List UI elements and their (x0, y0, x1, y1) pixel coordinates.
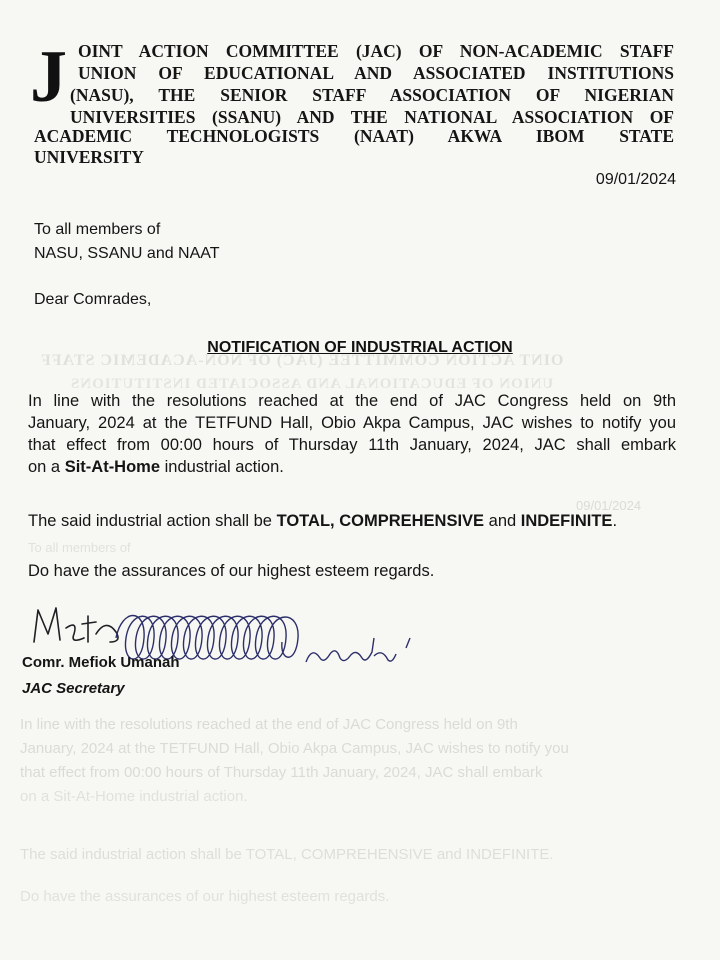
text-fragment: The said industrial action shall be (28, 512, 277, 530)
bleed-through-text: on a Sit-At-Home industrial action. (20, 788, 248, 805)
paragraph-line (28, 456, 676, 478)
recipient-line: NASU, SSANU and NAAT (34, 245, 220, 262)
bleed-through-text: that effect from 00:00 hours of Thursday 11th January, 2024, JAC shall embark (20, 764, 543, 781)
bleed-through-text: In line with the resolutions reached at the end of JAC Congress held on 9th (20, 716, 518, 733)
text-fragment: and (484, 512, 521, 530)
subject-heading (0, 339, 720, 357)
paragraph-notification (28, 390, 676, 478)
letterhead-line: (NASU), THE SENIOR STAFF ASSOCIATION OF NIGERIAN (70, 85, 674, 105)
bleed-through-text: UNION OF EDUCATIONAL AND ASSOCIATED INSTITUTIONS (70, 376, 554, 392)
paragraph-line: that effect from 00:00 hours of Thursday 11th January, 2024, JAC shall embark (28, 436, 676, 454)
bleed-through-text: 09/01/2024 (576, 498, 642, 513)
emphasis-text: Sit-At-Home (64, 458, 161, 476)
text-fragment: on a (28, 458, 65, 476)
paragraph-line: In line with the resolutions reached at the end of JAC Congress held on 9th (28, 392, 676, 410)
bleed-through-text: January, 2024 at the TETFUND Hall, Obio Akpa Campus, JAC wishes to notify you (20, 740, 569, 757)
signatory-title: JAC Secretary (22, 680, 125, 697)
letterhead-line: UNIVERSITY (34, 147, 144, 167)
letterhead-drop-cap: J (30, 36, 67, 118)
emphasis-text: INDEFINITE (520, 512, 613, 530)
bleed-through-text: The said industrial action shall be TOTAL, COMPREHENSIVE and INDEFINITE. (20, 846, 554, 863)
closing-remark: Do have the assurances of our highest esteem regards. (28, 562, 435, 580)
letterhead-line: UNIVERSITIES (SSANU) AND THE NATIONAL ASSOCIATION OF (70, 107, 674, 127)
letterhead-line: UNION OF EDUCATIONAL AND ASSOCIATED INSTITUTIONS (78, 63, 674, 83)
letter-date: 09/01/2024 (595, 171, 676, 188)
letterhead-line: OINT ACTION COMMITTEE (JAC) OF NON-ACADEMIC STAFF (78, 41, 674, 61)
salutation: Dear Comrades, (34, 291, 152, 308)
paragraph-action-type (28, 510, 708, 532)
letterhead-line: ACADEMIC TECHNOLOGISTS (NAAT) AKWA IBOM STATE (34, 126, 674, 146)
paragraph-line: January, 2024 at the TETFUND Hall, Obio Akpa Campus, JAC wishes to notify you (28, 414, 676, 432)
text-fragment: industrial action. (160, 458, 284, 476)
bleed-through-text: OINT ACTION COMMITTEE (JAC) OF NON-ACADEMIC STAFF (40, 352, 564, 369)
signatory-name: Comr. Mefiok Umanah (22, 654, 180, 671)
recipient-line: To all members of (34, 221, 161, 238)
bleed-through-text: Do have the assurances of our highest esteem regards. (20, 888, 390, 905)
text-fragment: . (612, 512, 618, 530)
bleed-through-text: To all members of (28, 540, 131, 555)
emphasis-text: TOTAL, COMPREHENSIVE (276, 512, 485, 530)
subject-text: NOTIFICATION OF INDUSTRIAL ACTION (207, 339, 513, 356)
